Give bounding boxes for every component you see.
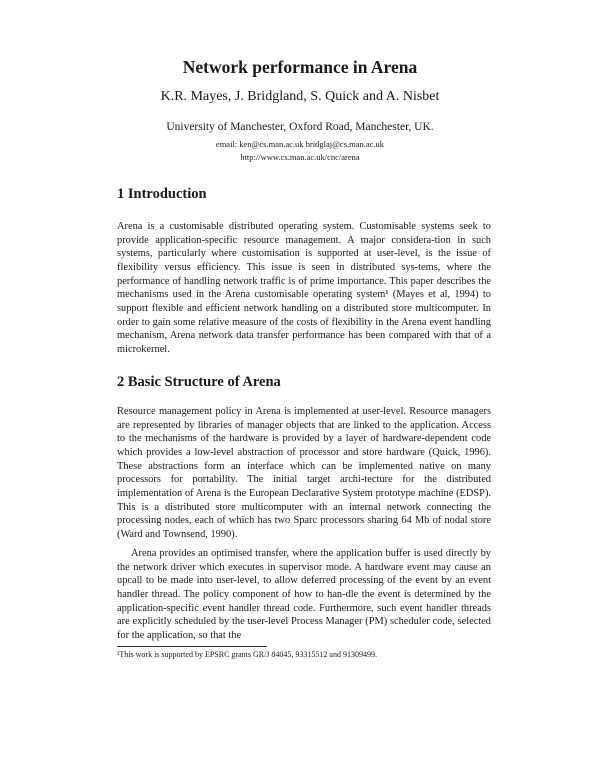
paper-affiliation: University of Manchester, Oxford Road, Manchester, UK.: [166, 121, 434, 133]
paper-title: Network performance in Arena: [182, 57, 418, 77]
footnote-rule: [117, 646, 267, 647]
section-heading-introduction: 1 Introduction: [117, 186, 207, 202]
basic-structure-paragraph-2: Arena provides an optimised transfer, where the application buffer is used directly by the network driver which executes in supervisor mode. A hardware event may cause an upcall to be made into user-level, to allow deferred processing of the event by an event handler thread. The policy component of how to han-dle the event is determined by the application-specific event handler thread code. Furthermore, such event handler threads are explicitly scheduled by the user-level Process Manager (PM) scheduler code, selected for the application, so that the: [117, 548, 491, 641]
basic-structure-paragraph-1: Resource management policy in Arena is implemented at user-level. Resource managers are represented by libraries of manager objects that are linked to the application. Access to the mechanisms of the hardware is provided by a layer of hardware-dependent code which provides a low-level abstraction of processor and store hardware (Quick, 1996). These abstractions form an interface which can be implemented native on many processors for portability. The initial target archi-tecture for the distributed implementation of Arena is the European Declarative System prototype machine (EDSP). This is a distributed store multicomputer with an internal network connecting the processing nodes, each of which has two Sparc processors sharing 64 Mb of nodal store (Ward and Townsend, 1990).: [117, 406, 491, 540]
paper-url: http://www.cs.man.ac.uk/cnc/arena: [240, 152, 360, 162]
paper-email: email: ken@cs.man.ac.uk bridglaj@cs.man.ac.uk: [215, 139, 385, 149]
footnote: ¹This work is supported by EPSRC grants GR/J 84045, 93315512 and 91309499.: [117, 650, 377, 659]
paper-authors: K.R. Mayes, J. Bridgland, S. Quick and A. Nisbet: [160, 89, 440, 104]
section-heading-basic-structure: 2 Basic Structure of Arena: [117, 374, 281, 390]
introduction-paragraph: Arena is a customisable distributed operating system. Customisable systems seek to provide application-specific resource management. A major considera-tion in such systems, particularly where customisation is supported at user-level, is the issue of flexibility versus efficiency. This issue is seen in distributed sys-tems, where the performance of handling network traffic is of prime importance. This paper describes the mechanisms used in the Arena customisable operating system¹ (Mayes et al, 1994) to support flexible and efficient network handling on a distributed store multicomputer. In order to gain some relative measure of the costs of flexibility in the Arena event handling mechanism, Arena network data transfer performance has been compared with that of a microkernel.: [117, 221, 491, 355]
